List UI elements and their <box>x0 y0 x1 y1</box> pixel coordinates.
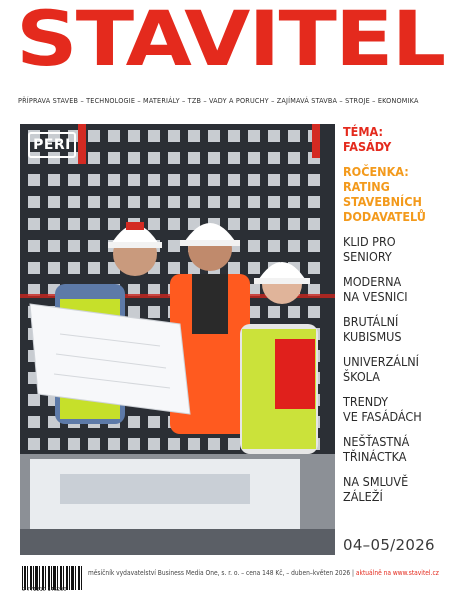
headline-line: BRUTÁLNÍ <box>343 314 399 329</box>
headline-line: TRENDY <box>343 394 389 409</box>
issue-number: 04–05/2026 <box>343 536 435 554</box>
headline-6 <box>343 394 455 424</box>
headline-line: UNIVERZÁLNÍ <box>343 354 419 369</box>
headline-8 <box>343 474 455 504</box>
headline-line: NEŠŤASTNÁ <box>343 434 410 449</box>
headline-line: RATING <box>343 179 390 194</box>
peri-logo: PERI <box>28 132 76 158</box>
barcode-digits: 9 771210 146200 <box>22 587 67 593</box>
headline-line: VE FASÁDÁCH <box>343 409 422 424</box>
headline-line: NA VESNICI <box>343 289 408 304</box>
headline-2 <box>343 234 455 264</box>
headline-5 <box>343 354 455 384</box>
headline-line: KUBISMUS <box>343 329 402 344</box>
headline-line: DODAVATELŮ <box>343 209 426 224</box>
headline-line: ŠKOLA <box>343 369 380 384</box>
headline-4 <box>343 314 455 344</box>
headline-line: KLID PRO <box>343 234 396 249</box>
headline-line: TÉMA: <box>343 124 383 139</box>
headline-line: ROČENKA: <box>343 164 409 179</box>
tagline: PŘÍPRAVA STAVEB – TECHNOLOGIE – MATERIÁLY – TZB – VADY A PORUCHY – ZAJÍMAVÁ STAVBA – STROJE – EKONOMIKA <box>18 96 419 105</box>
headline-3 <box>343 274 455 304</box>
website-link[interactable]: aktuálně na www.stavitel.cz <box>354 569 439 577</box>
headline-line: SENIORY <box>343 249 392 264</box>
headline-line: NA SMLUVĚ <box>343 474 409 489</box>
masthead-title: STAVITEL <box>16 0 445 84</box>
headline-line: STAVEBNÍCH <box>343 194 422 209</box>
footer-text: měsíčník vydavatelství Business Media One, s. r. o. – cena 148 Kč, – duben–květen 2026 | <box>88 569 355 577</box>
headline-line: ZÁLEŽÍ <box>343 489 383 504</box>
footer <box>88 569 439 577</box>
cover-headlines <box>343 124 455 514</box>
headline-0 <box>343 124 455 154</box>
headline-line: TŘINÁCTKA <box>343 449 407 464</box>
headline-7 <box>343 434 455 464</box>
headline-line: MODERNA <box>343 274 402 289</box>
cover-photo <box>20 124 335 555</box>
headline-1 <box>343 164 455 224</box>
headline-line: FASÁDY <box>343 139 392 154</box>
